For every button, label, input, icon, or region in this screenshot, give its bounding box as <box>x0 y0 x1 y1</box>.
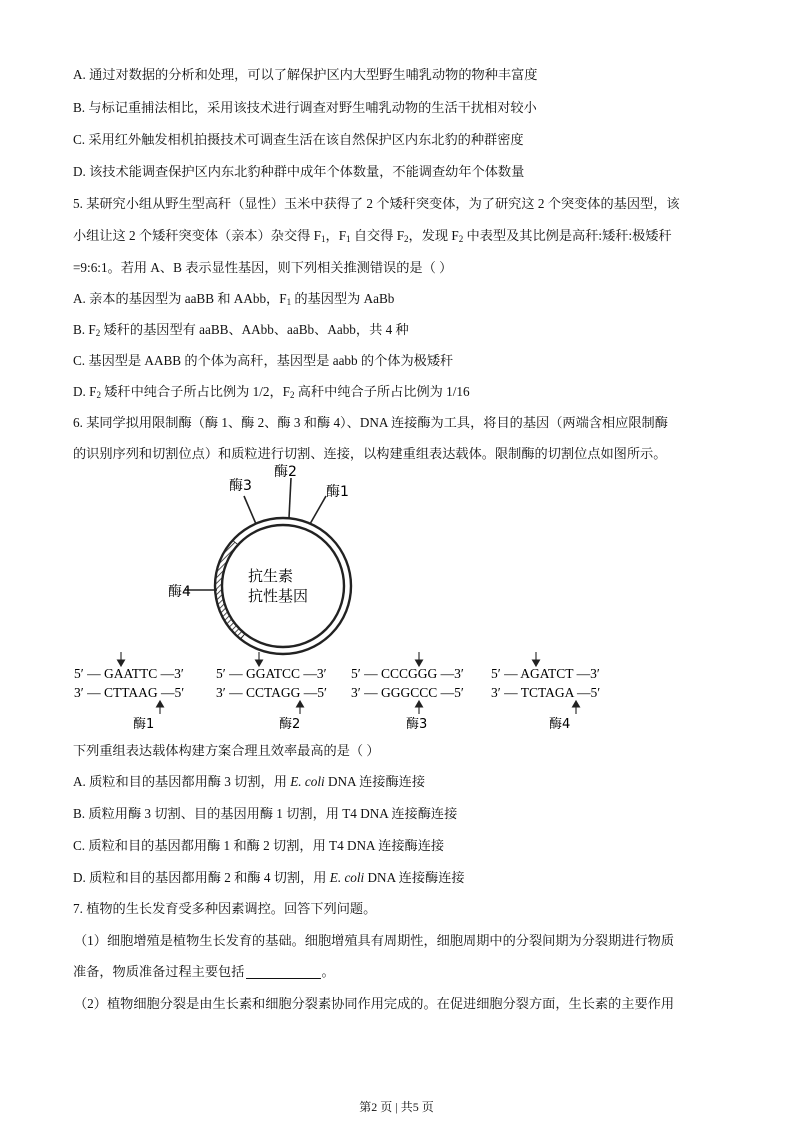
seq4-bottom: 3′ — TCTAGA —5′ <box>491 685 601 700</box>
seq3-bottom-cut-arrow <box>416 701 423 707</box>
gene-label-line1: 抗生素 <box>248 567 294 585</box>
enzyme1-label: 酶1 <box>326 484 349 500</box>
q6-stem-line2: 的识别序列和切割位点）和质粒进行切割、连接，以构建重组表达载体。限制酶的切割位点如图所示。 <box>73 446 667 461</box>
seq3-enzyme-label: 酶3 <box>406 717 428 732</box>
q5-option-c: C. 基因型是 AABB 的个体为高秆，基因型是 aabb 的个体为极矮秆 <box>73 353 454 368</box>
enzyme3-site-line <box>244 496 256 524</box>
plasmid-inner-ring <box>222 525 344 647</box>
q7-stem: 7. 植物的生长发育受多种因素调控。回答下列问题。 <box>73 901 377 916</box>
q4-option-b: B. 与标记重捕法相比，采用该技术进行调查对野生哺乳动物的生活干扰相对较小 <box>73 100 537 115</box>
q6-option-b: B. 质粒用酶 3 切割、目的基因用酶 1 切割，用 T4 DNA 连接酶连接 <box>73 806 458 821</box>
seq1-bottom-cut-arrow <box>157 701 164 707</box>
seq3-bottom: 3′ — GGGCCC —5′ <box>351 685 464 700</box>
plasmid-diagram <box>60 462 650 737</box>
seq4-top: 5′ — AGATCT —3′ <box>491 666 600 681</box>
seq2-bottom-cut-arrow <box>297 701 304 707</box>
page-footer: 第2 页 | 共5 页 <box>359 1100 434 1114</box>
q4-option-c: C. 采用红外触发相机拍摄技术可调查生活在该自然保护区内东北豹的种群密度 <box>73 132 524 147</box>
enzyme3-label: 酶3 <box>229 478 252 494</box>
q6-option-a: A. 质粒和目的基因都用酶 3 切割，用 E. coli DNA 连接酶连接 <box>73 774 426 789</box>
seq2-top: 5′ — GGATCC —3′ <box>216 666 327 681</box>
enzyme2-site-line <box>289 478 291 518</box>
q6-question: 下列重组表达载体构建方案合理且效率最高的是（ ） <box>73 743 380 758</box>
seq3-top: 5′ — CCCGGG —3′ <box>351 666 464 681</box>
q7-part1-line1: （1）细胞增殖是植物生长发育的基础。细胞增殖具有周期性，细胞周期中的分裂间期为分裂期进行物质 <box>74 933 675 948</box>
q7-part2-line1: （2）植物细胞分裂是由生长素和细胞分裂素协同作用完成的。在促进细胞分裂方面，生长素的主要作用 <box>74 996 675 1011</box>
q4-option-d: D. 该技术能调查保护区内东北豹种群中成年个体数量，不能调查幼年个体数量 <box>73 164 525 179</box>
seq4-enzyme-label: 酶4 <box>549 717 571 732</box>
gene-label-line2: 抗性基因 <box>248 587 309 605</box>
enzyme2-label: 酶2 <box>274 464 297 480</box>
q7-part1-line2: 准备，物质准备过程主要包括 。 <box>73 964 335 979</box>
q6-option-c: C. 质粒和目的基因都用酶 1 和酶 2 切割，用 T4 DNA 连接酶连接 <box>73 838 445 853</box>
enzyme4-label: 酶4 <box>168 584 191 600</box>
seq1-enzyme-label: 酶1 <box>133 717 155 732</box>
seq1-top: 5′ — GAATTC —3′ <box>74 666 184 681</box>
seq4-bottom-cut-arrow <box>573 701 580 707</box>
answer-blank[interactable] <box>246 964 321 979</box>
q5-option-d: D. $F_2$ 矮秆中纯合子所占比例为 1/2，$F_2$ 高秆中纯合子所占比例为 1/16 <box>73 384 470 400</box>
seq2-enzyme-label: 酶2 <box>279 717 301 732</box>
q5-option-a: A. 亲本的基因型为 aaBB 和 AAbb，$F_1$ 的基因型为 AaBb <box>73 291 395 307</box>
enzyme1-site-line <box>310 496 326 524</box>
q5-option-b: B. $F_2$ 矮秆的基因型有 aaBB、AAbb、aaBb、Aabb，共 4 种 <box>73 322 409 338</box>
resistance-gene-segment <box>215 540 245 639</box>
seq1-bottom: 3′ — CTTAAG —5′ <box>74 685 185 700</box>
q5-stem-line3: =9:6:1。若用 A、B 表示显性基因，则下列相关推测错误的是（ ） <box>73 260 453 275</box>
q4-option-a: A. 通过对数据的分析和处理，可以了解保护区内大型野生哺乳动物的物种丰富度 <box>73 67 538 82</box>
q5-stem-line1: 5. 某研究小组从野生型高秆（显性）玉米中获得了 2 个矮秆突变体，为了研究这 2 个突变体的基因型，该 <box>73 196 680 211</box>
q5-stem-line2: 小组让这 2 个矮秆突变体（亲本）杂交得 $F_1$，$F_1$ 自交得 $F_2$，发现 $F_2$ 中表型及其比例是高秆:矮秆:极矮秆 <box>73 228 672 244</box>
seq2-bottom: 3′ — CCTAGG —5′ <box>216 685 327 700</box>
q6-option-d: D. 质粒和目的基因都用酶 2 和酶 4 切割，用 E. coli DNA 连接酶连接 <box>73 870 465 885</box>
q6-stem-line1: 6. 某同学拟用限制酶（酶 1、酶 2、酶 3 和酶 4）、DNA 连接酶为工具，将目的基因（两端含相应限制酶 <box>73 415 668 430</box>
